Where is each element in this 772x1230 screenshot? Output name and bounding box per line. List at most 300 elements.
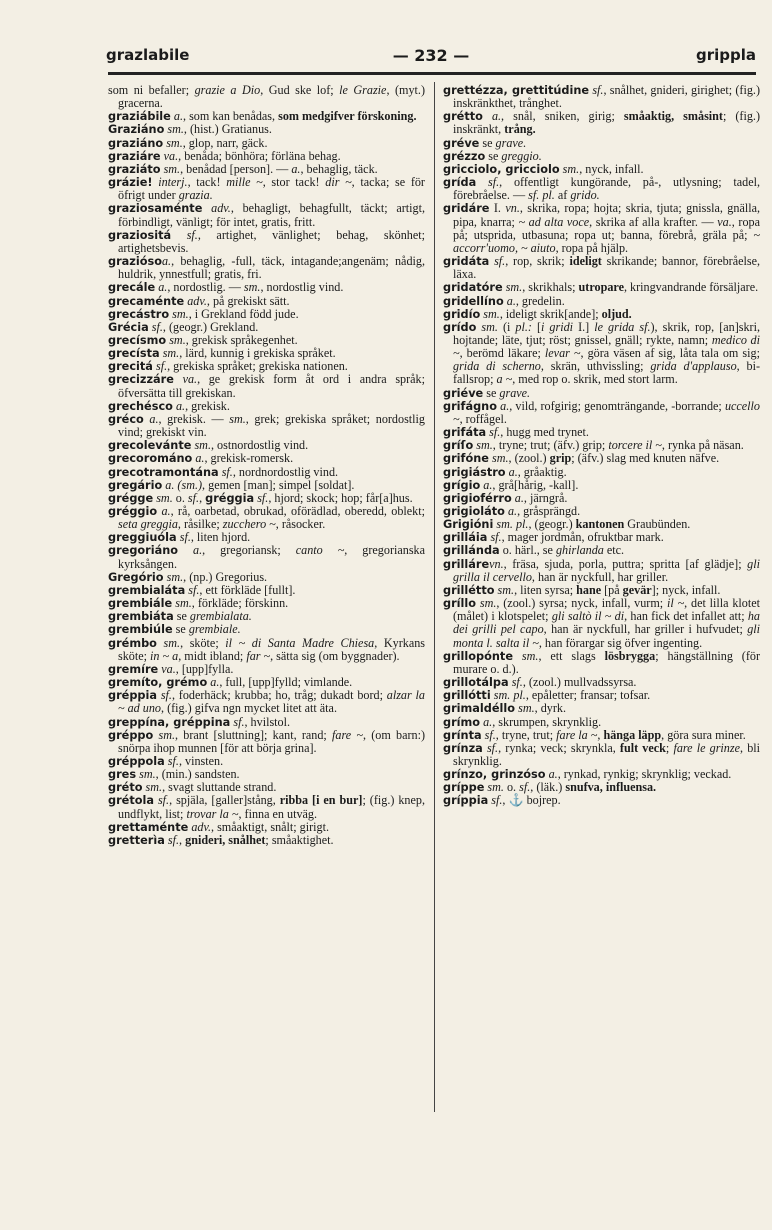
- bold-text: snufva, influensa.: [565, 780, 657, 795]
- headword: grigioláto: [443, 505, 505, 518]
- dictionary-entry: grecotramontána sf., nordnordostlig vind.: [108, 464, 339, 479]
- headword: gretterìa: [108, 833, 165, 847]
- dictionary-entry: grázie! interj., tack! mille ~, stor tack! dir ~, tacka; se för öfrigt under grazia.: [108, 175, 425, 203]
- italic-text: medico di ~: [453, 332, 760, 361]
- italic-text: sm.: [518, 701, 535, 716]
- italic-text: sm.: [145, 780, 163, 795]
- headword: grillánda: [443, 544, 500, 558]
- italic-text: a.: [175, 398, 186, 413]
- italic-text: sf.: [160, 688, 172, 703]
- headword: Graziáno: [108, 123, 165, 137]
- dictionary-entry: gréco a., grekisk. — sm., grek; grekiska språket; nordostlig vind; grekiskt vin.: [108, 411, 425, 440]
- headword: grazióso: [108, 255, 162, 269]
- italic-text: sf.: [519, 780, 531, 795]
- headword: grembiáta: [108, 610, 174, 624]
- italic-text: sf.: [151, 319, 163, 334]
- headword: graziáno: [108, 136, 164, 150]
- italic-text: sm.: [139, 767, 156, 782]
- headword: graziáre: [108, 149, 161, 163]
- headword: graziositá: [108, 228, 172, 242]
- italic-text: fare le grinze: [673, 740, 740, 755]
- dictionary-entry: Grécia sf., (geogr.) Grekland.: [108, 319, 259, 334]
- dictionary-entry: greggiuóla sf., liten hjord.: [108, 530, 251, 545]
- italic-text: seta greggia: [118, 517, 178, 532]
- dictionary-entry: grégge sm. o. sf., gréggia sf., hjord; skock; hop; får[a]hus.: [108, 490, 413, 505]
- dictionary-entry: gréppia sf., foderhäck; krubba; ho, tråg; dukadt bord; alzar la ~ ad uno, (fig.) gifva ngn mycket litet att äta.: [108, 688, 425, 716]
- dictionary-entry: gréto sm., svagt sluttande strand.: [108, 780, 277, 795]
- italic-text: in ~ a: [150, 648, 179, 663]
- dictionary-entry: graziosaménte adv., behagligt, behagfullt, täckt; artigt, förbindligt, vänligt; för intet, gratis, fritt.: [108, 201, 425, 229]
- headword: grecizzáre: [108, 373, 174, 387]
- headword: gríppia: [443, 794, 489, 808]
- headword: griéve: [443, 386, 484, 400]
- italic-text: sf.: [488, 175, 500, 190]
- dictionary-entry: grembiáta se grembialata.: [108, 609, 252, 624]
- italic-text: sm.: [476, 438, 493, 453]
- headword: gríſo: [443, 439, 474, 453]
- italic-text: sm.: [156, 490, 173, 505]
- page-header: [106, 46, 756, 70]
- italic-text: far ~: [246, 648, 271, 663]
- bold-text: ribba [i en bur]: [279, 793, 363, 808]
- italic-text: a.: [506, 293, 516, 308]
- italic-text: sf.: [167, 832, 180, 847]
- headword: grído: [443, 320, 477, 334]
- headword: grínza: [443, 741, 483, 755]
- dictionary-entry: gridáre I. vn., skrika, ropa; hojta; skria, tjuta; gnissla, gnälla, pipa, knarra; ~ ad alta voce, skrika af alla krafter. — va., ropa på; utsprida, utbasuna; ropa ut; banna, förebrå, gräla på; ~ accorr'uomo, ~ aiuto, ropa på hjälp.: [443, 201, 760, 255]
- headword: grigioférro: [443, 491, 512, 505]
- bold-text: kantonen: [575, 517, 625, 532]
- italic-text: sf.: [155, 359, 168, 374]
- bold-text: trång.: [504, 122, 536, 137]
- italic-text: il ~: [667, 596, 685, 611]
- headword: gricciolo, gricciolo: [443, 162, 560, 176]
- italic-text: a.: [210, 675, 220, 690]
- headword: greppína, gréppina: [108, 715, 231, 729]
- headword: gridatóre: [443, 281, 503, 295]
- dictionary-entry: grétto a., snål, sniken, girig; småaktig, småsint; (fig.) inskränkt, trång.: [443, 109, 760, 137]
- italic-text: vn.: [505, 201, 520, 216]
- italic-text: grazie a Dio: [194, 83, 261, 97]
- dictionary-entry: grecále a., nordostlig. — sm., nordostlig vind.: [108, 280, 344, 295]
- headword: grecaménte: [108, 294, 185, 308]
- headword: grettézza, grettitúdine: [443, 84, 590, 97]
- italic-text: ha dei grilli pel capo: [453, 609, 760, 637]
- italic-text: interj.: [158, 175, 188, 190]
- headword: grecolevánte: [108, 439, 192, 453]
- dictionary-entry: grettézza, grettitúdine sf., snålhet, gnideri, girighet; (fig.) inskränkthet, trånghet.: [443, 83, 760, 111]
- header-right-guideword: grippla: [695, 46, 756, 64]
- headword: gréve: [443, 136, 480, 150]
- italic-text: a ~: [496, 372, 513, 387]
- italic-text: adv.: [211, 201, 231, 216]
- dictionary-entry: gregoriáno a., gregoriansk; canto ~, gregorianska kyrksången.: [108, 543, 425, 571]
- headword: grémbo: [108, 636, 157, 650]
- dictionary-entry: grifágno a., vild, rofgirig; genomträngande, -borrande; uccello ~, roffågel.: [443, 398, 760, 426]
- italic-text: il ~ di Santa Madre Chiesa: [225, 635, 375, 650]
- italic-text: sm.: [481, 319, 498, 334]
- dictionary-entry: gréggio a., rå, oarbetad, obrukad, oförädlad, oberedd, oblekt; seta greggia, råsilke; zucchero ~, råsocker.: [108, 504, 425, 532]
- italic-text: sf.: [221, 464, 233, 479]
- headword: grillétto: [443, 583, 495, 597]
- italic-text: fare la ~: [556, 727, 598, 742]
- headword: grettaménte: [108, 820, 189, 834]
- italic-text: gli monta l. salta il ~: [453, 622, 761, 650]
- headword: grifáta: [443, 426, 487, 440]
- headword: grechésco: [108, 399, 173, 413]
- italic-text: sm. pl.: [493, 688, 526, 703]
- italic-text: sf.: [157, 793, 170, 808]
- italic-text: sm.: [162, 346, 180, 361]
- dictionary-entry: gricciolo, gricciolo sm., nyck, infall.: [443, 161, 644, 176]
- italic-text: sm.: [167, 122, 184, 137]
- dictionary-entry: grímo a., skrumpen, skrynklig.: [443, 714, 602, 729]
- dictionary-entry: grillánda o. härl., se ghirlanda etc.: [443, 543, 625, 558]
- dictionary-entry: grigioláto a., gråsprängd.: [443, 504, 581, 518]
- dictionary-entry: grínza sf., rynka; veck; skrynkla, fult veck; fare le grinze, bli skrynklig.: [443, 740, 761, 768]
- dictionary-entry: grída sf., offentligt kungörande, på-, utlysning; tadel, förebråelse. — sf. pl. af grido.: [443, 175, 760, 203]
- italic-text: sm.: [229, 411, 246, 426]
- dictionary-entry: grembialáta sf., ett förkläde [fullt].: [108, 582, 296, 597]
- headword: grillótti: [443, 689, 491, 703]
- italic-text: sf.: [186, 227, 198, 242]
- headword: grímo: [443, 715, 481, 729]
- italic-text: sf.: [592, 83, 604, 97]
- italic-text: sm.: [163, 635, 181, 650]
- headword: Grécia: [108, 320, 149, 334]
- dictionary-entry: grigioférro a., järngrå.: [443, 490, 568, 505]
- dictionary-entry: graziábile a., som kan benådas, som medgifver förskoning.: [108, 109, 417, 124]
- italic-text: sm.: [521, 648, 539, 663]
- dictionary-entry: gridáta sf., rop, skrik; ideligt skrikande; bannor, förebråelse, läxa.: [443, 254, 760, 282]
- italic-text: sm.: [243, 280, 261, 295]
- dictionary-entry: gréppola sf., vinsten.: [108, 753, 224, 768]
- italic-text: sf.: [484, 727, 496, 742]
- dictionary-entry: grecitá sf., grekiska språket; grekiska nationen.: [108, 359, 348, 374]
- italic-text: grida d'applauso: [650, 359, 737, 374]
- italic-text: a.: [483, 714, 493, 729]
- headword: gremíto, grémo: [108, 676, 208, 690]
- headword: grecísta: [108, 347, 160, 361]
- italic-text: sm.: [194, 438, 211, 453]
- italic-text: sm.: [166, 569, 184, 584]
- headword: grecotramontána: [108, 465, 219, 479]
- italic-text: torcere il ~: [608, 438, 662, 453]
- italic-text: grembiale.: [188, 622, 241, 637]
- italic-text: dir ~: [325, 175, 352, 190]
- dictionary-entry: Graziáno sm., (hist.) Gratianus.: [108, 122, 272, 137]
- dictionary-entry: grillárevn., fräsa, sjuda, porla, puttra; spritta [af glädje]; gli grilla il cervello, han är nyckfull, har griller.: [443, 556, 760, 584]
- italic-text: a.: [149, 411, 159, 426]
- italic-text: va.: [717, 214, 732, 229]
- italic-text: vn.: [489, 556, 504, 571]
- dictionary-entry: gríppe sm. o. sf., (läk.) snufva, influensa.: [443, 780, 657, 795]
- headword: grecísmo: [108, 333, 167, 347]
- dictionary-entry: gríppia sf., ⚓ bojrep.: [443, 793, 561, 808]
- headword: gríllo: [443, 597, 477, 611]
- headword: grétola: [108, 794, 154, 808]
- headword: grifóne: [443, 452, 489, 466]
- dictionary-entry: gríſo sm., tryne; trut; (äfv.) grip; torcere il ~, rynka på näsan.: [443, 438, 744, 453]
- italic-text: canto ~: [295, 543, 345, 558]
- italic-text: sf.: [494, 254, 506, 269]
- italic-text: sm.: [172, 306, 189, 321]
- dictionary-entry: graziáre va., benåda; bönhöra; förläna behag.: [108, 148, 341, 163]
- italic-text: trovar la ~: [186, 806, 239, 821]
- dictionary-entry: graziáto sm., benådad [person]. — a., behaglig, täck.: [108, 161, 378, 176]
- dictionary-entry: grillotálpa sf., (zool.) mullvadssyrsa.: [443, 675, 637, 690]
- headword: graziábile: [108, 110, 171, 124]
- headword: grínzo, grinzóso: [443, 768, 546, 782]
- dictionary-entry: grembiúle se grembiale.: [108, 622, 241, 637]
- headword: grembiále: [108, 597, 173, 611]
- bold-text: lösbrygga: [604, 648, 656, 663]
- italic-text: ~ accorr'uomo, ~ aiuto: [453, 227, 760, 255]
- dictionary-entry: grecaménte adv., på grekiskt sätt.: [108, 293, 290, 308]
- italic-text: a.: [161, 504, 171, 518]
- bold-text: oljud.: [601, 306, 632, 321]
- dictionary-entry: gremíre va., [upp]fylla.: [108, 661, 234, 676]
- italic-text: a.: [508, 464, 518, 479]
- column-divider: [434, 82, 435, 1112]
- bold-text: grip: [549, 451, 572, 466]
- italic-text: a.: [491, 109, 502, 124]
- italic-text: sm.: [169, 332, 186, 347]
- italic-text: a.: [193, 543, 203, 558]
- headword: gréppo: [108, 728, 154, 742]
- dictionary-entry: grembiále sm., förkläde; förskinn.: [108, 596, 289, 611]
- headword: gréggio: [108, 505, 158, 518]
- dictionary-entry: graziositá sf., artighet, vänlighet; behag, skönhet; artighetsbevis.: [108, 227, 425, 255]
- headword: graziáto: [108, 162, 161, 176]
- headword: Gregório: [108, 570, 164, 584]
- headword: grégge: [108, 491, 154, 505]
- italic-text: a.: [195, 451, 205, 466]
- headword: gregário: [108, 478, 163, 492]
- headword: grecále: [108, 281, 156, 295]
- italic-text: sm.: [175, 596, 192, 611]
- italic-text: grave.: [499, 385, 531, 400]
- italic-text: adv.: [187, 293, 207, 308]
- italic-text: sf.: [511, 675, 523, 690]
- italic-text: a.: [500, 398, 510, 413]
- italic-text: greggio.: [501, 148, 542, 163]
- bold-text: småaktig, småsint: [623, 109, 723, 124]
- dictionary-entry: grimaldéllo sm., dyrk.: [443, 701, 566, 716]
- dictionary-entry: gríllo sm., (zool.) syrsa; nyck, infall, vurm; il ~, det lilla klotet (målet) i klotspelet; gli saltò il ~ di, han fick det infallet att; ha dei grilli pel capo, han är nyckfull, har griller i hufvudet; gli monta l. salta il ~, han förargar sig öfver ingenting.: [443, 596, 761, 650]
- headword: graziosaménte: [108, 202, 203, 216]
- dictionary-entry: grechésco a., grekisk.: [108, 398, 230, 413]
- italic-text: sm.: [491, 451, 509, 466]
- italic-text: sf.: [490, 530, 502, 545]
- headword: Grigióni: [443, 518, 494, 532]
- headword: gridáta: [443, 255, 490, 269]
- headword: gréco: [108, 412, 144, 426]
- dictionary-entry: som ni befaller; grazie a Dio, Gud ske lof; le Grazie, (myt.) gracerna.: [108, 83, 425, 111]
- italic-text: va.: [161, 661, 176, 676]
- dictionary-entry: grínzo, grinzóso a., rynkad, rynkig; skrynklig; veckad.: [443, 767, 732, 782]
- header-left-guideword: grazlabile: [106, 46, 190, 64]
- bold-text: utropare: [578, 280, 624, 295]
- italic-text: a.: [548, 767, 558, 782]
- italic-text: a. (sm.): [165, 477, 203, 492]
- dictionary-entry: grettaménte adv., småaktigt, snålt; girigt.: [108, 819, 330, 834]
- italic-text: grida di scherno: [453, 359, 541, 374]
- italic-text: a.: [514, 490, 524, 505]
- headword: gríppe: [443, 781, 485, 795]
- italic-text: le grida sf.: [594, 319, 651, 334]
- headword: grázie!: [108, 176, 153, 190]
- headword: grilláre: [443, 557, 490, 571]
- italic-text: zucchero ~: [222, 517, 276, 532]
- italic-text: levar ~: [544, 346, 581, 361]
- italic-text: a.: [173, 109, 184, 124]
- italic-text: grido.: [570, 188, 600, 203]
- dictionary-entry: grézzo se greggio.: [443, 148, 542, 163]
- italic-text: a.: [158, 280, 168, 295]
- italic-text: grazia.: [178, 188, 213, 203]
- italic-text: a.: [291, 161, 301, 176]
- dictionary-entry: grémbo sm., sköte; il ~ di Santa Madre Chiesa, Kyrkans sköte; in ~ a, midt ibland; far ~, sätta sig (om byggnader).: [108, 635, 426, 663]
- italic-text: sm.: [562, 161, 580, 176]
- bold-text: som medgifver förskoning.: [278, 109, 417, 124]
- bold-text: hane: [576, 582, 602, 597]
- headword: grifágno: [443, 399, 497, 413]
- italic-text: ghirlanda: [555, 543, 604, 558]
- dictionary-entry: gridatóre sm., skrikhals; utropare, kringvandrande försäljare.: [443, 280, 759, 295]
- dictionary-entry: gréve se grave.: [443, 135, 527, 150]
- italic-text: sf. pl.: [528, 188, 555, 203]
- italic-text: sf.: [486, 740, 499, 755]
- dictionary-entry: graziósoa., behaglig, -full, täck, intagande;angenäm; nådig, huldrik, ynnestfull; gratis, fri.: [108, 254, 425, 282]
- header-rule: [108, 72, 756, 75]
- italic-text: fare ~: [332, 727, 363, 742]
- headword: grilláia: [443, 531, 488, 545]
- dictionary-entry: Gregório sm., (np.) Gregorius.: [108, 569, 268, 584]
- headword: gregoriáno: [108, 544, 179, 558]
- italic-text: grembialata.: [189, 609, 252, 624]
- headword: gréggia: [205, 491, 255, 505]
- italic-text: sm.: [505, 280, 523, 295]
- headword: grecitá: [108, 360, 153, 374]
- headword: grínta: [443, 728, 482, 742]
- italic-text: sf.: [489, 425, 501, 440]
- italic-text: sf.: [167, 753, 179, 768]
- italic-text: a.: [483, 477, 493, 492]
- headword: grígio: [443, 478, 481, 492]
- dictionary-entry: Grigióni sm. pl., (geogr.) kantonen Graubünden.: [443, 517, 691, 532]
- bold-text: ideligt: [569, 254, 602, 269]
- dictionary-entry: gres sm., (min.) sandsten.: [108, 767, 240, 782]
- dictionary-entry: grído sm. (i pl.: [i gridi I.] le grida sf.), skrik, rop, [an]skri, hojtande; läte, tjut; röst; gnissel, gnäll; rykte, namn; medico di ~, berömd läkare; levar ~, göra väsen af sig, låta tala om sig; grida di scherno, skrän, uthvissling; grida d'applauso, bifallsrop; a ~, med rop o. skrik, med stort larm.: [443, 319, 761, 387]
- bold-text: gevär: [622, 582, 652, 597]
- italic-text: a.: [161, 254, 172, 269]
- dictionary-entry: greppína, gréppina sf., hvilstol.: [108, 714, 291, 729]
- dictionary-entry: grigiástro a., gråaktig.: [443, 464, 567, 479]
- dictionary-entry: grillótti sm. pl., epåletter; fransar; tofsar.: [443, 688, 651, 703]
- left-column: [108, 84, 425, 847]
- italic-text: sm.: [163, 161, 181, 176]
- italic-text: sm.: [158, 727, 176, 742]
- dictionary-entry: grecolevánte sm., ostnordostlig vind.: [108, 438, 309, 453]
- italic-text: gli grilla il cervello: [453, 556, 760, 584]
- italic-text: sf.: [491, 793, 503, 808]
- italic-text: sf.: [233, 714, 245, 729]
- dictionary-entry: grecísta sm., lärd, kunnig i grekiska språket.: [108, 346, 336, 361]
- bold-text: gnideri, snålhet: [185, 832, 266, 847]
- headword: grecástro: [108, 307, 170, 321]
- headword: grída: [443, 176, 477, 190]
- italic-text: va.: [182, 372, 198, 387]
- italic-text: i gridi: [541, 319, 574, 334]
- dictionary-entry: gremíto, grémo a., full, [upp]fylld; vimlande.: [108, 675, 353, 690]
- italic-text: sm.: [487, 780, 504, 795]
- dictionary-entry: grétola sf., spjäla, [galler]stång, ribba [i en bur]; (fig.) knep, undflykt, list; trovar la ~, finna en utväg.: [108, 793, 426, 821]
- headword: grembialáta: [108, 583, 186, 597]
- dictionary-entry: gridío sm., ideligt skrik[ande]; oljud.: [443, 306, 632, 321]
- dictionary-entry: gréppo sm., brant [sluttning]; kant, rand; fare ~, (om barn:) snörpa ihop munnen [för att börja grina].: [108, 727, 425, 755]
- dictionary-entry: griéve se grave.: [443, 385, 531, 400]
- headword: greggiuóla: [108, 531, 177, 545]
- italic-text: alzar la ~ ad uno: [118, 688, 425, 716]
- italic-text: sm. pl.: [496, 517, 529, 532]
- dictionary-entry: grillopónte sm., ett slags lösbrygga; hängställning (för murare o. d.).: [443, 648, 760, 676]
- dictionary-entry: grilláia sf., mager jordmån, ofruktbar mark.: [443, 530, 664, 545]
- dictionary-entry: grecísmo sm., grekisk språkegenhet.: [108, 332, 298, 347]
- italic-text: va.: [163, 148, 179, 163]
- dictionary-entry: grecástro sm., i Grekland född jude.: [108, 306, 299, 321]
- dictionary-entry: gregário a. (sm.), gemen [man]; simpel [soldat].: [108, 477, 355, 492]
- headword: gréto: [108, 781, 143, 795]
- italic-text: sm.: [479, 596, 497, 611]
- headword: gréppia: [108, 689, 157, 703]
- headword: grézzo: [443, 149, 486, 163]
- dictionary-entry: grínta sf., tryne, trut; fare la ~, hänga läpp, göra sura miner.: [443, 727, 746, 742]
- headword: gres: [108, 768, 137, 782]
- headword: grigiástro: [443, 465, 506, 479]
- italic-text: ~ ad alta voce: [518, 214, 590, 229]
- italic-text: sf.: [257, 490, 269, 505]
- italic-text: mille ~: [226, 175, 263, 190]
- italic-text: a.: [507, 504, 518, 518]
- headword: grillotálpa: [443, 676, 509, 690]
- italic-text: le Grazie: [339, 83, 387, 97]
- headword: grimaldéllo: [443, 702, 516, 716]
- italic-text: sf.: [179, 530, 191, 545]
- dictionary-entry: gridellíno a., gredelin.: [443, 293, 565, 308]
- headword: gridellíno: [443, 294, 504, 308]
- italic-text: uccello ~: [453, 398, 760, 426]
- italic-text: pl.:: [515, 319, 532, 334]
- headword: gréppola: [108, 754, 165, 768]
- italic-text: sm.: [483, 306, 500, 321]
- dictionary-entry: grígio a., grå[hårig, -kall].: [443, 477, 579, 492]
- headword: grecorománo: [108, 452, 193, 466]
- headword: grillopónte: [443, 649, 513, 663]
- italic-text: grave.: [495, 135, 527, 150]
- page-number: — 232 —: [392, 46, 470, 65]
- right-column: [443, 84, 760, 808]
- dictionary-entry: grifáta sf., hugg med trynet.: [443, 425, 589, 440]
- italic-text: sf.: [187, 490, 200, 505]
- italic-text: sm.: [497, 582, 515, 597]
- italic-text: sm.: [166, 135, 183, 150]
- bold-text: fult veck: [619, 740, 666, 755]
- headword: gridáre: [443, 202, 490, 216]
- dictionary-entry: grillétto sm., liten syrsa; hane [på gevär]; nyck, infall.: [443, 582, 721, 597]
- headword: grembiúle: [108, 623, 173, 637]
- dictionary-entry: graziáno sm., glop, narr, gäck.: [108, 135, 268, 150]
